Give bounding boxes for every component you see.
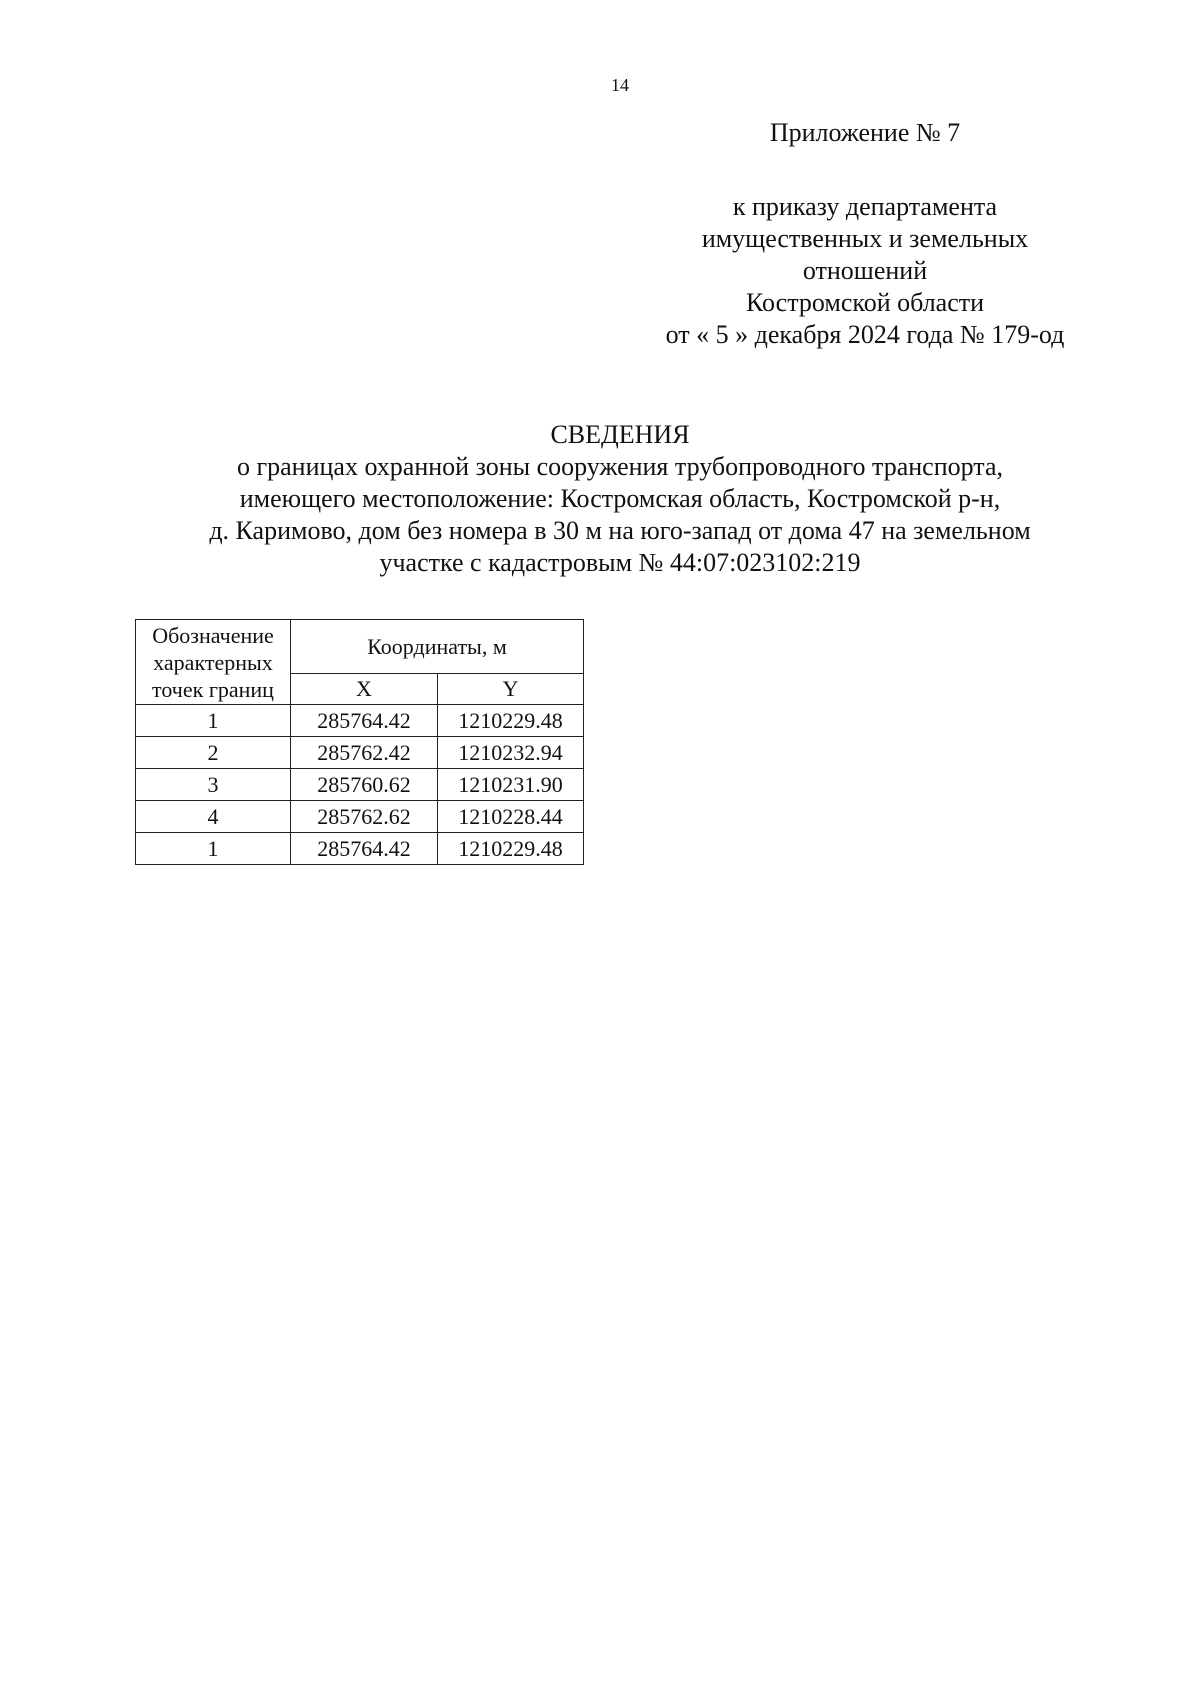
header-x: X — [291, 674, 438, 705]
appendix-ref-line: Костромской области — [745, 288, 985, 317]
heading-line: о границах охранной зоны сооружения трубопроводного транспорта, — [236, 452, 1004, 481]
header-point-line: точек границ — [152, 676, 274, 702]
cell-x: 285764.42 — [291, 833, 438, 865]
heading-line: д. Каримово, дом без номера в 30 м на юго-запад от дома 47 на земельном — [209, 516, 1031, 545]
cell-point: 1 — [136, 833, 291, 865]
heading-title: СВЕДЕНИЯ — [550, 420, 690, 449]
page-number: 14 — [611, 75, 629, 95]
header-point-line: характерных — [153, 649, 273, 675]
header-point-line: Обозначение — [152, 622, 274, 648]
cell-x: 285764.42 — [291, 705, 438, 737]
heading-line: имеющего местоположение: Костромская область, Костромской р-н, — [239, 484, 1001, 513]
heading-line: участке с кадастровым № 44:07:023102:219 — [379, 548, 861, 577]
appendix-reference — [620, 191, 1110, 351]
cell-y: 1210228.44 — [438, 801, 584, 833]
table-row — [136, 801, 584, 833]
cell-point: 3 — [136, 769, 291, 801]
table-row — [136, 737, 584, 769]
appendix-title: Приложение № 7 — [769, 118, 961, 147]
document-heading — [100, 419, 1140, 579]
header-coordinates: Координаты, м — [291, 620, 584, 674]
appendix-ref-line: от « 5 » декабря 2024 года № 179-од — [665, 320, 1065, 349]
table-row — [136, 769, 584, 801]
cell-y: 1210229.48 — [438, 705, 584, 737]
appendix-ref-line: к приказу департамента — [732, 192, 998, 221]
appendix-ref-line: отношений — [802, 256, 928, 285]
table-row — [136, 705, 584, 737]
cell-point: 2 — [136, 737, 291, 769]
cell-y: 1210229.48 — [438, 833, 584, 865]
cell-y: 1210231.90 — [438, 769, 584, 801]
header-point-designation — [136, 620, 291, 705]
coordinates-table — [135, 619, 584, 865]
table-row — [136, 833, 584, 865]
cell-x: 285762.42 — [291, 737, 438, 769]
cell-x: 285762.62 — [291, 801, 438, 833]
cell-x: 285760.62 — [291, 769, 438, 801]
cell-point: 1 — [136, 705, 291, 737]
cell-point: 4 — [136, 801, 291, 833]
appendix-ref-line: имущественных и земельных — [701, 224, 1029, 253]
header-y: Y — [438, 674, 584, 705]
cell-y: 1210232.94 — [438, 737, 584, 769]
